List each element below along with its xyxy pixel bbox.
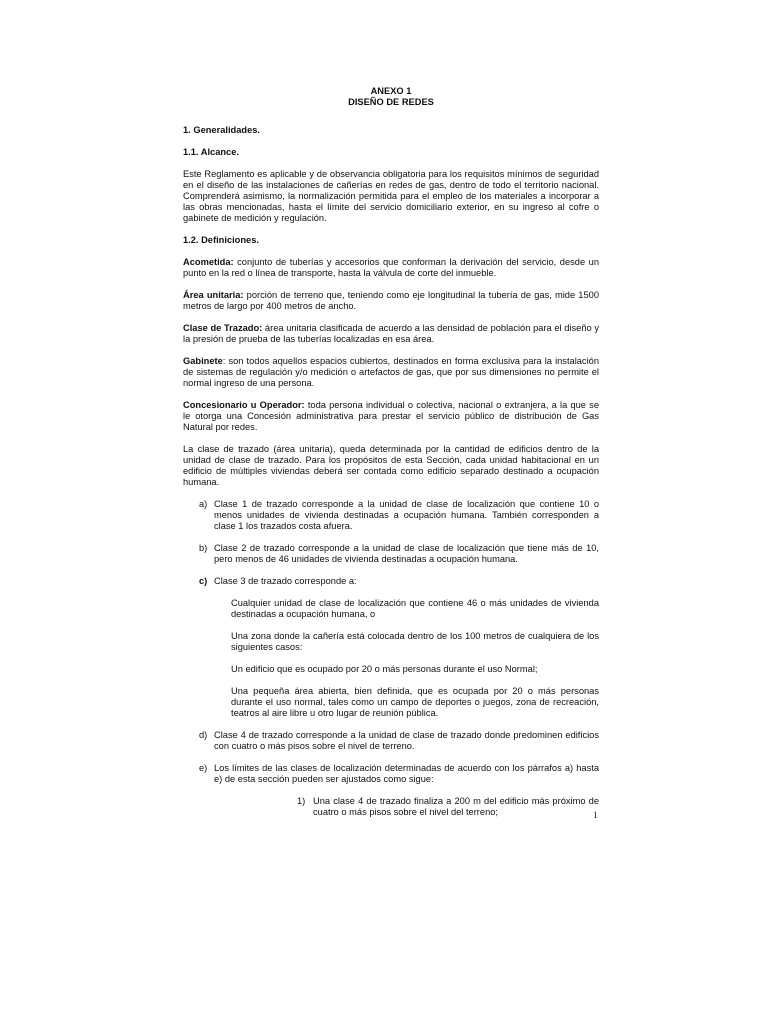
clase3-subitem: Cualquier unidad de clase de localización que contiene 46 o más unidades de vivienda destinadas a ocupación humana, o bbox=[231, 598, 599, 619]
list-item-e bbox=[183, 763, 599, 785]
section-definiciones: 1.2. Definiciones. bbox=[183, 235, 259, 245]
definition-text: área unitaria clasificada de acuerdo a las densidad de población para el diseño y la presión de prueba de las tuberías localizadas en esa área. bbox=[183, 323, 599, 344]
list-item-d bbox=[183, 730, 599, 752]
list-label: 1) bbox=[297, 796, 306, 806]
definition-term: Acometida: bbox=[183, 257, 234, 267]
definition-term: Gabinete bbox=[183, 356, 223, 366]
clase3-subitem: Una pequeña área abierta, bien definida, que es ocupada por 20 o más personas durante el uso normal, tales como un campo de deportes o juegos, zona de recreación, teatros al aire libre u otro lugar de reunión pública. bbox=[231, 686, 599, 718]
list-text: Clase 1 de trazado corresponde a la unidad de clase de localización que contiene 10 o menos unidades de vivienda destinadas a ocupación humana. También corresponden a clase 1 los trazados costa afuera. bbox=[214, 499, 599, 531]
list-label: d) bbox=[199, 730, 208, 740]
list-label: a) bbox=[199, 499, 208, 509]
definition-text: porción de terreno que, teniendo como eje longitudinal la tubería de gas, mide 1500 metros de largo por 400 metros de ancho. bbox=[183, 290, 599, 311]
clase3-subitem: Un edificio que es ocupado por 20 o más personas durante el uso Normal; bbox=[231, 664, 538, 674]
list-item-b bbox=[183, 543, 599, 565]
list-text: Clase 4 de trazado corresponde a la unidad de clase de trazado donde predominen edificios con cuatro o más pisos sobre el nivel de terreno. bbox=[214, 730, 599, 751]
paragraph-alcance: Este Reglamento es aplicable y de observancia obligatoria para los requisitos mínimos de seguridad en el diseño de las instalaciones de cañerías en redes de gas, dentro de todo el territorio nacional. Comprenderá asimismo, la normalización permitida para el empleo de los materiales a incorporar a las obras mencionadas, hasta el límite del servicio domiciliario exterior, en su ingreso al cofre o gabinete de medición y regulación. bbox=[183, 169, 599, 223]
definition-concesionario bbox=[183, 400, 599, 433]
list-label: c) bbox=[199, 576, 208, 586]
annex-title: ANEXO 1 bbox=[370, 86, 412, 96]
list-text: Los límites de las clases de localización determinadas de acuerdo con los párrafos a) hasta e) de esta sección pueden ser ajustados como sigue: bbox=[214, 763, 599, 784]
annex-subtitle: DISEÑO DE REDES bbox=[348, 97, 434, 107]
definition-area-unitaria bbox=[183, 290, 599, 312]
definition-clase-trazado bbox=[183, 323, 599, 345]
definition-text: toda persona individual o colectiva, nacional o extranjera, a la que se le otorga una Concesión administrativa para prestar el servicio público de distribución de Gas Natural por redes. bbox=[183, 400, 599, 432]
definition-acometida bbox=[183, 257, 599, 279]
section-generalidades: 1. Generalidades. bbox=[183, 125, 260, 135]
list-item-c bbox=[183, 576, 599, 587]
list-text: Una clase 4 de trazado finaliza a 200 m del edificio más próximo de cuatro o más pisos sobre el nivel del terreno; bbox=[313, 796, 599, 817]
section-alcance: 1.1. Alcance. bbox=[183, 147, 239, 157]
definition-term: Concesionario u Operador: bbox=[183, 400, 305, 410]
paragraph-clase-trazado: La clase de trazado (área unitaria), queda determinada por la cantidad de edificios dentro de la unidad de clase de trazado. Para los propósitos de esta Sección, cada unidad habitacional en un edificio de múltiples viviendas deberá ser contada como edificio separado destinado a ocupación humana. bbox=[183, 444, 599, 487]
document-body bbox=[183, 86, 599, 818]
clase3-subitem: Una zona donde la cañería está colocada dentro de los 100 metros de cualquiera de los siguientes casos: bbox=[231, 631, 599, 652]
definition-term: Clase de Trazado: bbox=[183, 323, 263, 333]
list-text: Clase 2 de trazado corresponde a la unidad de clase de localización que tiene más de 10, pero menos de 46 unidades de vivienda destinadas a ocupación humana. bbox=[214, 543, 599, 564]
numbered-item-1 bbox=[297, 796, 599, 818]
definition-gabinete bbox=[183, 356, 599, 389]
definition-text: conjunto de tuberías y accesorios que conforman la derivación del servicio, desde un punto en la red o línea de transporte, hasta la válvula de corte del inmueble. bbox=[183, 257, 599, 278]
list-text: Clase 3 de trazado corresponde a: bbox=[214, 576, 357, 586]
page-number: 1 bbox=[593, 810, 598, 820]
list-label: b) bbox=[199, 543, 208, 553]
list-item-a bbox=[183, 499, 599, 532]
definition-term: Área unitaria: bbox=[183, 290, 244, 300]
list-label: e) bbox=[199, 763, 208, 773]
definition-text: : son todos aquellos espacios cubiertos, destinados en forma exclusiva para la instalación de sistemas de regulación y/o medición o artefactos de gas, que por sus dimensiones no permite el normal ingreso de una persona. bbox=[183, 356, 599, 388]
